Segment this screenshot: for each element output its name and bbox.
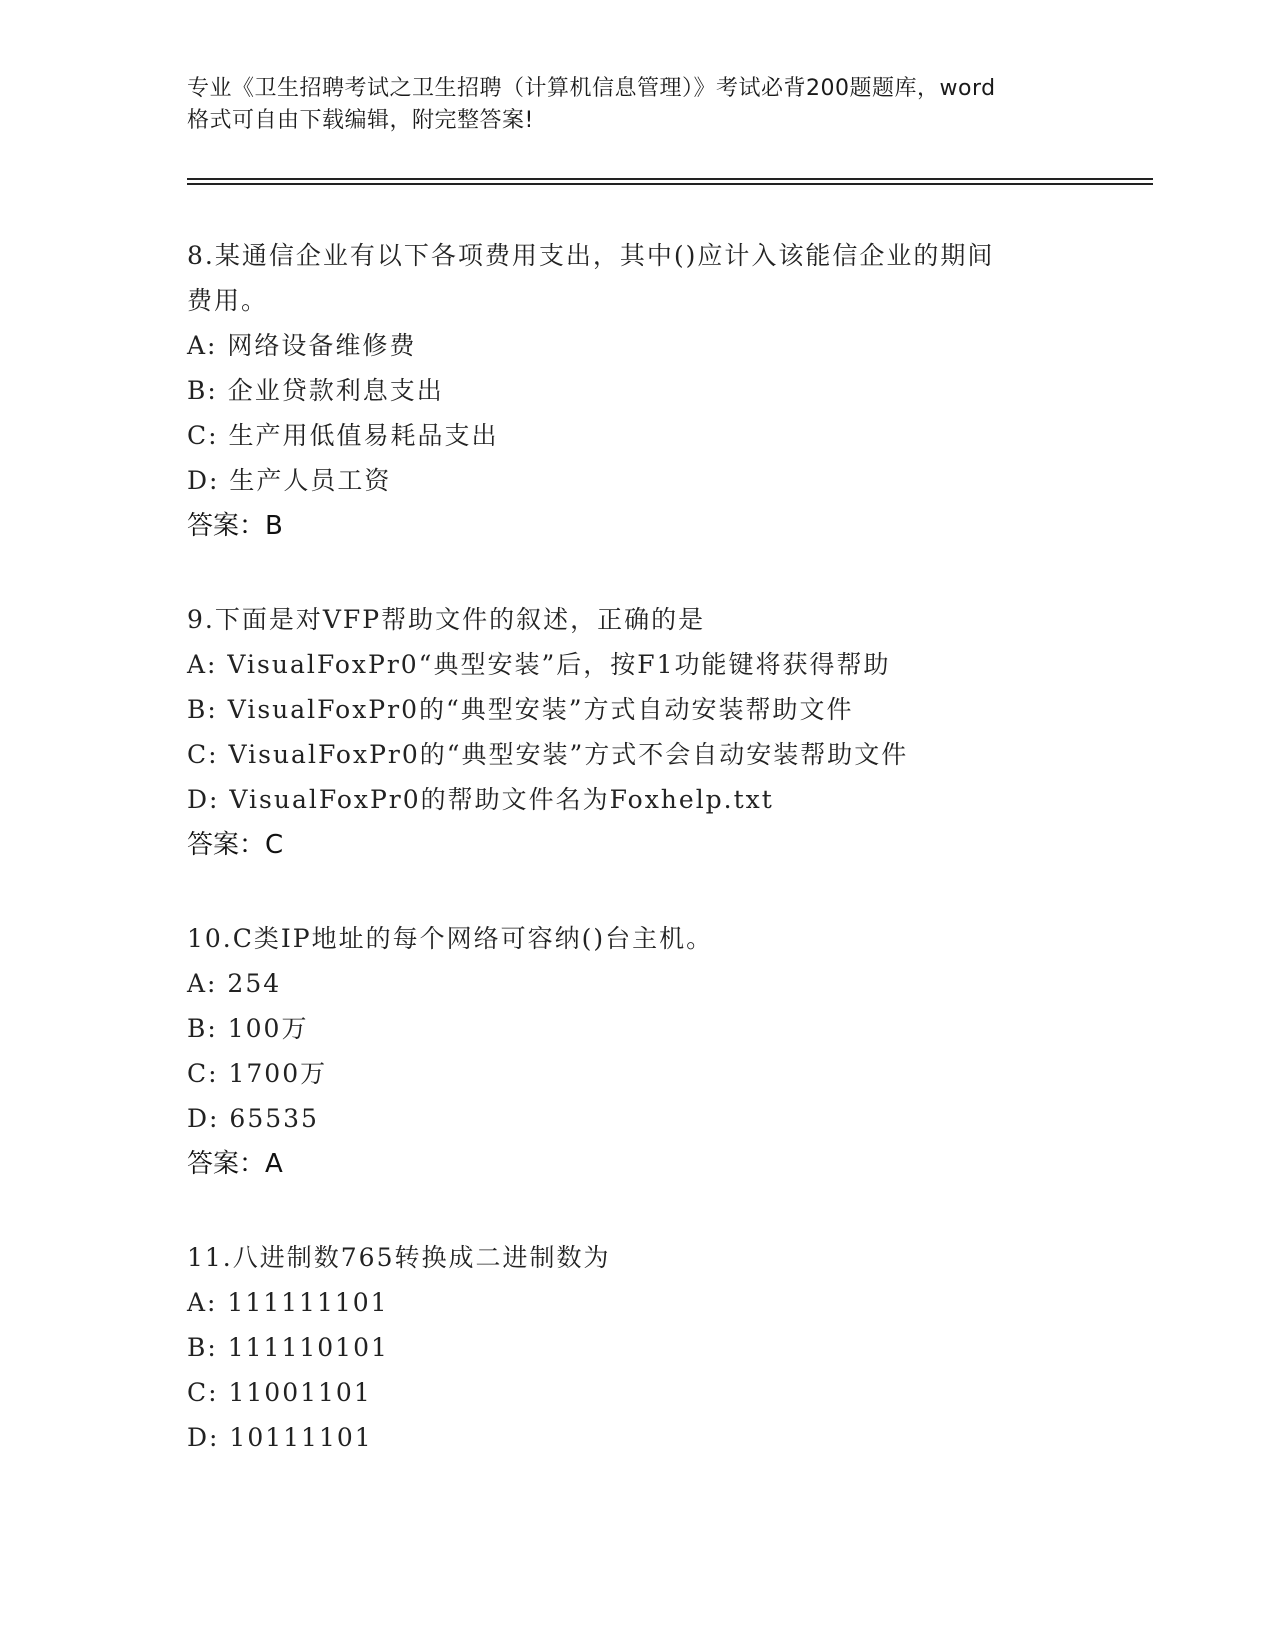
question-11 <box>187 1235 1087 1460</box>
option-d: D: 生产人员工资 <box>187 466 392 495</box>
option-d: D: 10111101 <box>187 1423 373 1452</box>
answer: 答案：C <box>187 830 284 860</box>
answer: 答案：B <box>187 511 283 541</box>
header-divider-top <box>187 178 1153 180</box>
option-d: D: 65535 <box>187 1104 319 1133</box>
header-line-2: 格式可自由下载编辑，附完整答案! <box>187 108 534 133</box>
question-text: 11.八进制数765转换成二进制数为 <box>187 1243 611 1272</box>
option-a: A: 111111101 <box>187 1288 389 1317</box>
question-text-continued: 费用。 <box>187 286 269 315</box>
option-b: B: 111110101 <box>187 1333 389 1362</box>
answer: 答案：A <box>187 1149 283 1179</box>
question-10 <box>187 916 1087 1187</box>
question-9 <box>187 597 1087 868</box>
header-divider-bottom <box>187 183 1153 185</box>
option-c: C: 生产用低值易耗品支出 <box>187 421 499 450</box>
option-a: A: VisualFoxPr0“典型安装”后，按F1功能键将获得帮助 <box>187 650 891 679</box>
option-c: C: 11001101 <box>187 1378 372 1407</box>
question-text: 9.下面是对VFP帮助文件的叙述，正确的是 <box>187 605 706 634</box>
option-a: A: 254 <box>187 969 282 998</box>
question-8 <box>187 233 1087 549</box>
option-c: C: VisualFoxPr0的“典型安装”方式不会自动安装帮助文件 <box>187 740 909 769</box>
document-header <box>187 73 1087 137</box>
option-c: C: 1700万 <box>187 1059 328 1088</box>
option-b: B: 企业贷款利息支出 <box>187 376 444 405</box>
option-a: A: 网络设备维修费 <box>187 331 417 360</box>
option-d: D: VisualFoxPr0的帮助文件名为Foxhelp.txt <box>187 785 774 814</box>
option-b: B: VisualFoxPr0的“典型安装”方式自动安装帮助文件 <box>187 695 854 724</box>
option-b: B: 100万 <box>187 1014 309 1043</box>
question-text: 8.某通信企业有以下各项费用支出，其中()应计入该能信企业的期间 <box>187 241 995 270</box>
header-line-1: 专业《卫生招聘考试之卫生招聘（计算机信息管理）》考试必背200题题库，word <box>187 76 996 101</box>
question-text: 10.C类IP地址的每个网络可容纳()台主机。 <box>187 924 714 953</box>
